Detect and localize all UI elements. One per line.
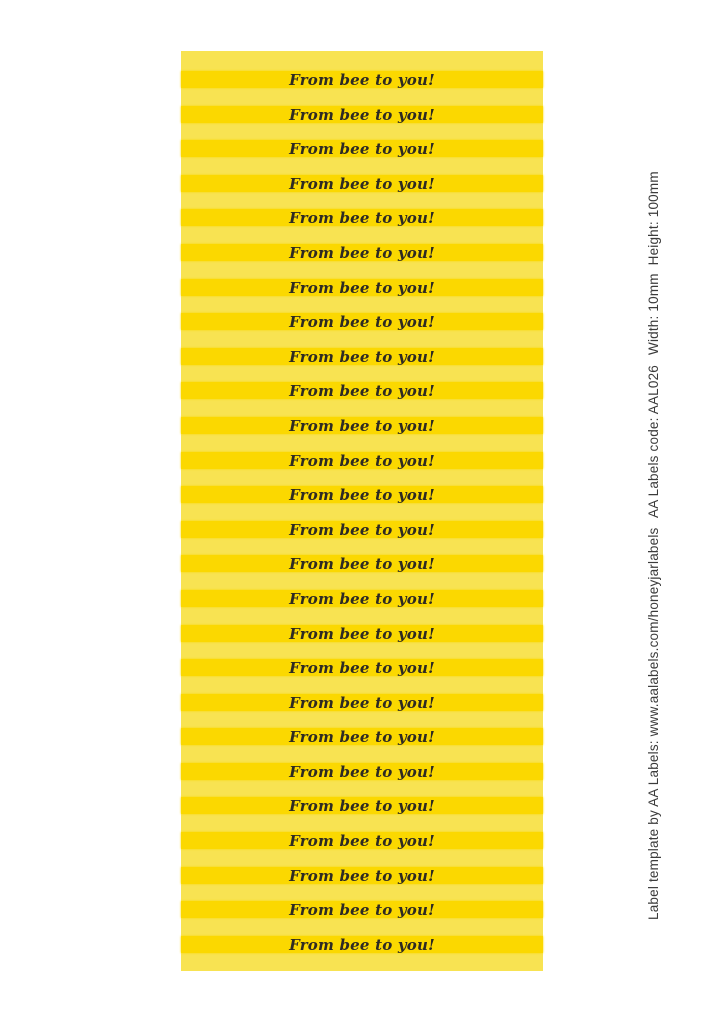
label-text: From bee to you!	[289, 209, 435, 228]
side-note-template-credit: Label template by AA Labels: www.aalabels.com/honeyjarlabels	[646, 527, 661, 920]
label-text: From bee to you!	[289, 243, 435, 262]
label-stripe	[181, 867, 543, 884]
label-text: From bee to you!	[289, 174, 435, 193]
label-row	[181, 279, 543, 314]
label-stripe	[181, 590, 543, 607]
label-stripe	[181, 140, 543, 157]
side-note-dimensions: Width: 10mm Height: 100mm	[646, 171, 661, 355]
label-row	[181, 244, 543, 279]
label-text: From bee to you!	[289, 313, 435, 332]
label-stripe	[181, 313, 543, 330]
label-text: From bee to you!	[289, 486, 435, 505]
label-row	[181, 763, 543, 798]
label-text: From bee to you!	[289, 382, 435, 401]
label-text: From bee to you!	[289, 71, 435, 89]
label-stripe	[181, 901, 543, 918]
label-row	[181, 625, 543, 660]
label-row	[181, 694, 543, 729]
label-text: From bee to you!	[289, 935, 435, 954]
label-stripe	[181, 279, 543, 296]
label-row	[181, 521, 543, 556]
label-row	[181, 936, 543, 971]
label-text: From bee to you!	[289, 728, 435, 747]
label-row	[181, 417, 543, 452]
label-stripe	[181, 71, 543, 88]
label-text: From bee to you!	[289, 520, 435, 539]
label-text: From bee to you!	[289, 901, 435, 920]
label-stripe	[181, 936, 543, 953]
label-row	[181, 486, 543, 521]
label-text: From bee to you!	[289, 140, 435, 159]
label-text: From bee to you!	[289, 451, 435, 470]
label-row	[181, 832, 543, 867]
label-text: From bee to you!	[289, 832, 435, 851]
label-row	[181, 209, 543, 244]
label-row	[181, 382, 543, 417]
label-text: From bee to you!	[289, 416, 435, 435]
label-stripe	[181, 382, 543, 399]
label-text: From bee to you!	[289, 762, 435, 781]
label-row	[181, 867, 543, 902]
label-stripe	[181, 659, 543, 676]
label-text: From bee to you!	[289, 555, 435, 574]
label-stripe	[181, 244, 543, 261]
label-row	[181, 659, 543, 694]
label-text: From bee to you!	[289, 659, 435, 678]
label-row	[181, 452, 543, 487]
label-text: From bee to you!	[289, 105, 435, 124]
label-stripe	[181, 763, 543, 780]
label-text: From bee to you!	[289, 589, 435, 608]
label-stripe	[181, 728, 543, 745]
label-stripe	[181, 832, 543, 849]
label-stripe	[181, 175, 543, 192]
label-row	[181, 140, 543, 175]
label-row	[181, 901, 543, 936]
label-stripe	[181, 106, 543, 123]
label-stripe	[181, 348, 543, 365]
label-row	[181, 555, 543, 590]
label-text: From bee to you!	[289, 278, 435, 297]
label-stripe	[181, 486, 543, 503]
label-text: From bee to you!	[289, 693, 435, 712]
label-row	[181, 106, 543, 141]
label-text: From bee to you!	[289, 866, 435, 885]
label-sheet	[181, 51, 543, 971]
label-row	[181, 797, 543, 832]
label-row	[181, 313, 543, 348]
label-stripe	[181, 797, 543, 814]
label-row	[181, 728, 543, 763]
label-stripe	[181, 694, 543, 711]
label-row	[181, 175, 543, 210]
side-note-labels-code: AA Labels code: AAL026	[646, 364, 661, 518]
label-text: From bee to you!	[289, 347, 435, 366]
label-row	[181, 71, 543, 106]
label-stripe	[181, 452, 543, 469]
label-text: From bee to you!	[289, 624, 435, 643]
label-stripe	[181, 555, 543, 572]
label-rows	[181, 71, 543, 970]
label-row	[181, 590, 543, 625]
label-text: From bee to you!	[289, 797, 435, 816]
label-stripe	[181, 521, 543, 538]
label-row	[181, 348, 543, 383]
label-stripe	[181, 417, 543, 434]
label-stripe	[181, 209, 543, 226]
label-stripe	[181, 625, 543, 642]
